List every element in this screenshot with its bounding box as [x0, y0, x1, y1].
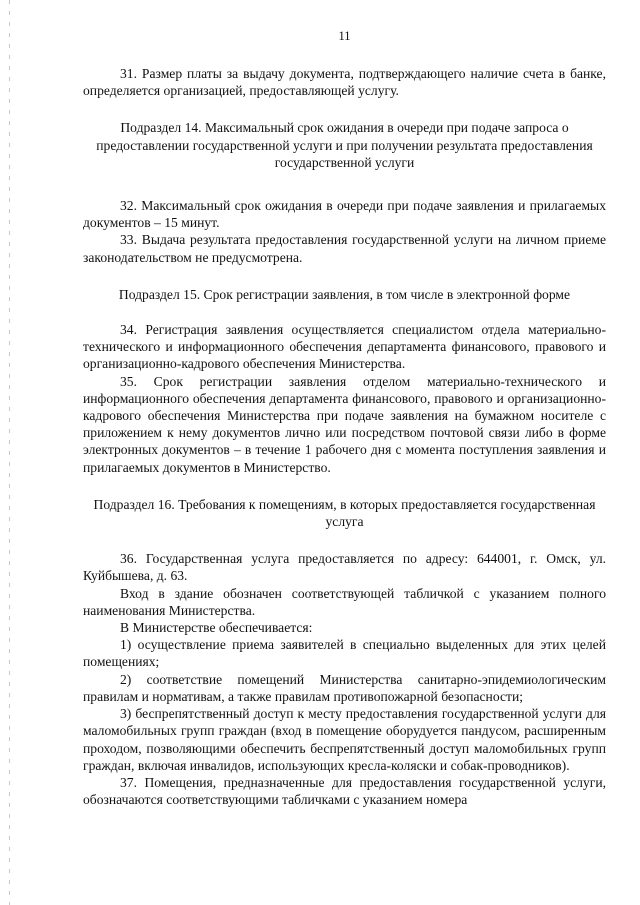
paragraph-31: 31. Размер платы за выдачу документа, подтверждающего наличие счета в банке, определяется организацией, предоставляющей услугу.: [83, 66, 606, 99]
paragraph-34: 34. Регистрация заявления осуществляется специалистом отдела материально-технического и информационного обеспечения департамента финансового, правового и организационно-кадрового обеспечения Министерства.: [83, 322, 606, 372]
heading-subsection-15: Подраздел 15. Срок регистрации заявления, в том числе в электронной форме: [118, 286, 571, 302]
heading-subsection-14: Подраздел 14. Максимальный срок ожидания в очереди при подаче запроса о предоставлении государственной услуги и при получении результата предоставления государственной услуги: [96, 120, 593, 170]
heading-subsection-16: Подраздел 16. Требования к помещениям, в которых предоставляется государственная услуга: [93, 496, 596, 530]
paragraph-33: 33. Выдача результата предоставления государственной услуги на личном приеме законодательством не предусмотрена.: [83, 232, 606, 265]
paragraph-36: 36. Государственная услуга предоставляется по адресу: 644001, г. Омск, ул. Куйбышева, д. 63.: [83, 551, 606, 584]
document-page: [83, 28, 606, 808]
paragraph-entrance: Вход в здание обозначен соответствующей табличкой с указанием полного наименования Министерства.: [83, 585, 606, 618]
page-number: 11: [338, 29, 351, 43]
binding-margin-line: [9, 0, 10, 905]
list-item-1: 1) осуществление приема заявителей в специально выделенных для этих целей помещениях;: [83, 637, 606, 670]
paragraph-37: 37. Помещения, предназначенные для предоставления государственной услуги, обозначаются соответствующими табличками с указанием номера: [83, 774, 606, 808]
paragraph-provisions-intro: В Министерстве обеспечивается:: [120, 620, 313, 636]
list-item-3: 3) беспрепятственный доступ к месту предоставления государственной услуги для маломобильных групп граждан (вход в помещение оборудуется пандусом, расширенным проходом, позволяющими обеспечить беспрепятственный доступ маломобильных групп граждан, включая инвалидов, использующих кресла-коляски и собак-проводников).: [83, 706, 606, 773]
paragraph-35: 35. Срок регистрации заявления отделом материально-технического и информационного обеспечения департамента финансового, правового и организационно-кадрового обеспечения Министерства при подаче заявления на бумажном носителе с приложением к нему документов лично или посредством почтовой связи либо в форме электронных документов – в течение 1 рабочего дня с момента поступления заявления и прилагаемых документов в Министерство.: [83, 373, 606, 475]
list-item-2: 2) соответствие помещений Министерства санитарно-эпидемиологическим правилам и нормативам, а также правилам противопожарной безопасности;: [83, 671, 606, 704]
paragraph-32: 32. Максимальный срок ожидания в очереди при подаче заявления и прилагаемых документов – 15 минут.: [83, 198, 606, 231]
